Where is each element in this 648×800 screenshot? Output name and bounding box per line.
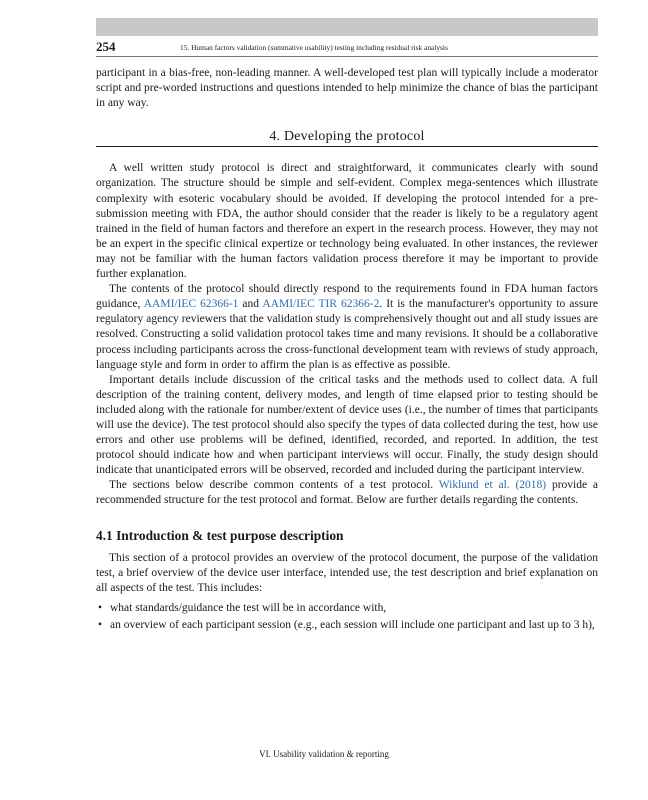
paragraph-text: . It is the manufacturer's opportunity to assure regulatory agency reviewers that the validation study is comprehensively thought out and all study issues are resolved. Constructing a solid validation protocol takes time and many revisions. It should be a collaborative process including participants across the cross-functional development team with reviews of study approach, language style and form in order to affirm the plan is as effective as possible.	[96, 298, 599, 371]
paragraph-text: The contents of the protocol should directly respond to the requirements found in FDA human factors guidance,	[96, 283, 598, 311]
section-paragraph-1: A well written study protocol is direct and straightforward, it communicates clearly with sound organization. The structure should be simple and self-evident. Complex mega-sentences which illustrate complexity with esoteric vocabulary should be avoided. If developing the protocol intended for a pre-submission meeting with FDA, the author should consider that the reader is likely to be a regulatory agent trained in the field of human factors and therefore an expert in the research process. However, they may not be an expert in the specific clinical expertize or technology being evaluated. In other instances, the reviewer may not be familiar with the human factors validation process therefore it may be important to provide further explanation.	[96, 162, 598, 281]
chapter-title: 15. Human factors validation (summative usability) testing including residual risk analysis	[180, 43, 448, 52]
citation-link-wiklund-2018[interactable]: Wiklund et al. (2018)	[438, 479, 547, 492]
section-paragraph-3: Important details include discussion of the critical tasks and the methods used to collect data. A full description of the training content, delivery modes, and length of time elapsed prior to testing should be included along with the rationale for number/extent of device uses (i.e., the number of times that participants will use the device). The test protocol should also specify the types of data collected during the test, how use errors and other use problems will be defined, identified, recorded, and reported. In addition, the test protocol should indicate how and when participant interviews will occur. Finally, the study design should indicate that unanticipated errors will be observed, recorded and included during the participant interview.	[96, 373, 598, 477]
page-top-bar	[96, 18, 598, 36]
bullet-icon: •	[98, 619, 103, 631]
bullet-icon: •	[98, 601, 103, 614]
section-paragraph-4	[96, 478, 598, 508]
section-title: 4. Developing the protocol	[269, 129, 425, 145]
citation-link-aami-iec-62366-1[interactable]: AAMI/IEC 62366-1	[143, 298, 239, 311]
section-paragraph-2	[96, 282, 598, 373]
list-item-text: what standards/guidance the test will be in accordance with,	[110, 601, 387, 614]
subsection-title: 4.1 Introduction & test purpose description	[96, 527, 344, 543]
list-item	[96, 618, 598, 633]
citation-link-aami-iec-tir-62366-2[interactable]: AAMI/IEC TIR 62366-2	[262, 298, 380, 311]
list-item	[96, 601, 598, 616]
paragraph-text: and	[238, 298, 263, 311]
subsection-paragraph-1: This section of a protocol provides an overview of the protocol document, the purpose of the validation test, a brief overview of the device user interface, intended use, the test description and brief explanation on all aspects of the test. This includes:	[96, 551, 598, 594]
paragraph-text: The sections below describe common contents of a test protocol.	[109, 479, 439, 492]
paragraph-text: provide a recommended structure for the test protocol and format. Below are further details regarding the contents.	[96, 479, 598, 507]
page-body	[96, 66, 598, 635]
bullet-list	[96, 601, 598, 633]
section-heading-box	[96, 129, 598, 147]
page-number: 254	[96, 39, 116, 54]
running-header	[96, 40, 598, 57]
list-item-text: an overview of each participant session (e.g., each session will include one participant and last up to 3 h),	[110, 619, 595, 631]
intro-paragraph: participant in a bias-free, non-leading manner. A well-developed test plan will typically include a moderator script and pre-worded instructions and questions intended to help minimize the chance of bias the participant in any way.	[96, 67, 598, 110]
page-footer: VI. Usability validation & reporting	[259, 749, 389, 759]
